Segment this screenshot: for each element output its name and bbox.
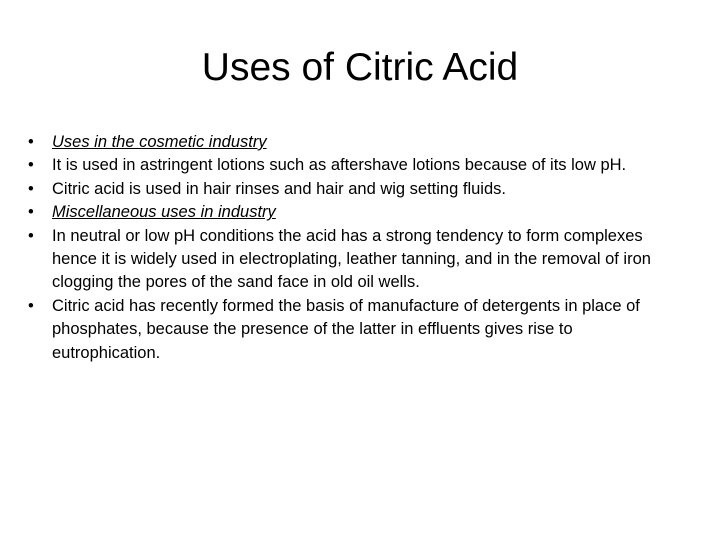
bullet-marker: • (28, 296, 34, 315)
bullet-text-detergents: Citric acid has recently formed the basis of manufacture of detergents in place of phosphates, because the presence of the latter in effluents gives rise to eutrophication. (52, 296, 640, 362)
bullet-item-complexes (28, 225, 668, 295)
bullet-item-hair-rinses (28, 178, 668, 201)
bullet-item-misc-heading (28, 201, 668, 224)
bullet-text-complexes: In neutral or low pH conditions the acid has a strong tendency to form complexes hence it is widely used in electroplating, leather tanning, and in the removal of iron clogging the pores of the sand face in old oil wells. (52, 226, 651, 292)
bullet-list (28, 131, 668, 365)
bullet-marker: • (28, 179, 34, 198)
section-heading-miscellaneous: Miscellaneous uses in industry (52, 203, 276, 222)
bullet-text-hair-rinses: Citric acid is used in hair rinses and hair and wig setting fluids. (52, 179, 506, 198)
bullet-marker: • (28, 203, 34, 222)
bullet-item-cosmetic-heading (28, 131, 668, 154)
slide-title: Uses of Citric Acid (201, 46, 519, 89)
bullet-marker: • (28, 156, 34, 175)
bullet-marker: • (28, 133, 34, 151)
bullet-item-astringent (28, 154, 668, 177)
bullet-marker: • (28, 226, 34, 245)
bullet-item-detergents (28, 295, 668, 365)
section-heading-cosmetic: Uses in the cosmetic industry (52, 133, 267, 151)
bullet-text-astringent: It is used in astringent lotions such as aftershave lotions because of its low pH. (52, 156, 627, 175)
